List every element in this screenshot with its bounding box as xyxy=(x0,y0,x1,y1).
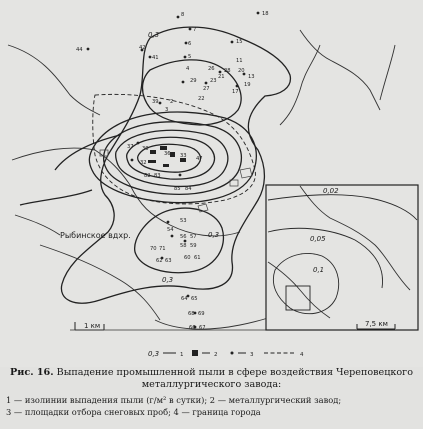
inset-map xyxy=(266,185,418,330)
sample-label: 21 xyxy=(218,74,225,80)
inset-isoline-label: 0,05 xyxy=(310,235,326,243)
sample-label: 17 xyxy=(232,89,239,95)
caption-title-block xyxy=(0,367,423,391)
sample-label: 6 xyxy=(188,41,192,47)
sample-label: 44 xyxy=(76,47,83,53)
figure-label: Рис. 16. xyxy=(10,367,54,378)
figure-caption xyxy=(0,367,423,418)
sample-label: 56 xyxy=(180,234,187,240)
isoline-value-label: 0,3 xyxy=(208,231,220,239)
sample-label: 27 xyxy=(203,86,210,92)
legend-item-1-number: 1 xyxy=(180,352,184,358)
sample-label: 5 xyxy=(188,54,192,60)
legend-item-2-number: 2 xyxy=(214,352,218,358)
sample-label: 57 xyxy=(190,234,197,240)
sample-label: 3 xyxy=(165,107,169,113)
sample-label: 13 xyxy=(248,74,255,80)
sample-label: 23 xyxy=(210,78,217,84)
sample-label: 28 xyxy=(224,68,231,74)
sample-label: 36 xyxy=(164,151,171,157)
sample-label: 63 xyxy=(165,258,172,264)
sample-label: 69 xyxy=(198,311,205,317)
inset-isoline-label: 0,02 xyxy=(323,187,339,195)
isoline-value-label: 0,3 xyxy=(148,31,160,39)
sample-label: 22 xyxy=(198,96,205,102)
sample-label: 66 xyxy=(189,325,196,331)
sample-label: 65 xyxy=(191,296,198,302)
sample-label: 61 xyxy=(194,255,201,261)
sample-label: 68 xyxy=(188,311,195,317)
sample-label: 64 xyxy=(181,296,188,302)
sample-label: 7 xyxy=(193,27,197,33)
sample-label: 18 xyxy=(262,11,269,17)
sample-label: 39 xyxy=(152,99,159,105)
sample-label: 71 xyxy=(159,246,166,252)
caption-line-2: 3 — площадки отбора снеговых проб; 4 — граница города xyxy=(6,406,261,417)
sample-label: 4 xyxy=(186,66,190,72)
sample-label: 11 xyxy=(236,58,243,64)
sample-label: 37 xyxy=(127,144,134,150)
sample-label: 58 xyxy=(180,243,187,249)
sample-label: 62 xyxy=(156,258,163,264)
caption-legend-text xyxy=(0,391,423,418)
sample-label: 59 xyxy=(190,243,197,249)
sample-label: 85 xyxy=(174,186,181,192)
sample-label: 26 xyxy=(208,66,215,72)
reservoir-label: Рыбинское вдхр. xyxy=(60,231,131,240)
sample-label: 20 xyxy=(238,68,245,74)
legend-item-4-number: 4 xyxy=(300,352,304,358)
sample-label: 42 xyxy=(139,45,146,51)
legend-isoline-value: 0,3 xyxy=(148,350,160,358)
sample-label: 29 xyxy=(190,78,197,84)
sample-label: 83 xyxy=(154,173,161,179)
sample-label: 70 xyxy=(150,246,157,252)
inset-isoline-label: 0,1 xyxy=(313,266,325,274)
sample-label: 8 xyxy=(181,12,185,18)
sample-label: 19 xyxy=(244,82,251,88)
sample-label: 60 xyxy=(184,255,191,261)
caption-title: Выпадение промышленной пыли в сфере воздействия Череповецкого металлургического завода: xyxy=(56,367,413,390)
isoline-value-label: 0,3 xyxy=(162,276,174,284)
sample-label: 47 xyxy=(196,156,203,162)
sample-label: 32 xyxy=(140,160,147,166)
sample-label: 67 xyxy=(199,325,206,331)
sample-label: 33 xyxy=(180,153,187,159)
inset-scale-label: 7,5 км xyxy=(365,320,388,328)
sample-label: 53 xyxy=(180,218,187,224)
sample-label: 15 xyxy=(236,39,243,45)
sample-label: 82 xyxy=(144,173,151,179)
legend-item-3-number: 3 xyxy=(250,352,254,358)
sample-label: 54 xyxy=(167,227,174,233)
sample-label: 2 xyxy=(170,99,174,105)
sample-label: 41 xyxy=(152,55,159,61)
sample-label: 84 xyxy=(185,186,192,192)
caption-line-1: 1 — изолинии выпадения пыли (г/м² в сутки); 2 — металлургический завод; xyxy=(6,395,342,405)
scale-label: 1 км xyxy=(84,322,101,330)
sample-label: 30 xyxy=(142,146,149,152)
